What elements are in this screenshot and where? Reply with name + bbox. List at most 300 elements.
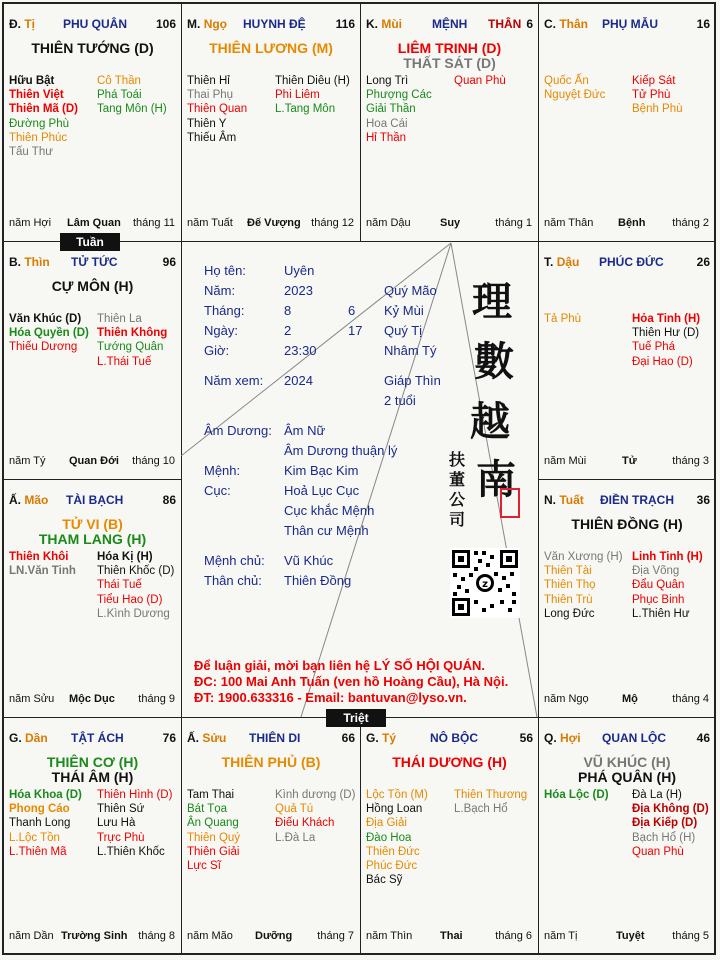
- minor-star: Thiên La: [97, 313, 142, 325]
- heavenly-stem: G.: [366, 731, 379, 745]
- lunar-month: tháng 10: [132, 455, 175, 467]
- palace-header: [544, 731, 710, 747]
- minor-star: Thiên Không: [97, 327, 168, 340]
- heavenly-stem: Ấ.: [187, 731, 199, 745]
- minor-stars-left: [544, 550, 623, 621]
- branch-label: [544, 731, 581, 745]
- lunar-month: tháng 7: [317, 930, 354, 942]
- main-star: THAM LANG (H): [38, 531, 147, 547]
- earthly-branch: Mão: [24, 493, 49, 507]
- life-stage: Trường Sinh: [61, 930, 128, 942]
- palace-footer: [366, 930, 532, 944]
- palace-name: MỆNH: [432, 17, 468, 31]
- palace-cell-mao[interactable]: [3, 479, 182, 718]
- cuc-value: Hoả Lục Cục: [284, 483, 360, 498]
- day-label: Ngày:: [204, 323, 238, 338]
- main-star: THÁI ÂM (H): [51, 769, 134, 785]
- major-period-age: 46: [696, 731, 710, 745]
- life-stage: Suy: [440, 217, 461, 229]
- life-stage: Mộ: [622, 693, 638, 705]
- minor-star: Hóa Kị (H): [97, 551, 153, 563]
- life-stage: Quan Đới: [69, 455, 119, 467]
- heavenly-stem: Q.: [544, 731, 557, 745]
- major-period-age: 66: [341, 731, 355, 745]
- name-label: Họ tên:: [204, 263, 246, 278]
- minor-star: L.Kình Dương: [97, 607, 170, 620]
- palace-name: ĐIỀN TRẠCH: [600, 493, 674, 507]
- palace-cell-suu[interactable]: [181, 717, 361, 955]
- minor-star: Long Trì: [366, 75, 409, 87]
- palace-footer: [9, 217, 175, 231]
- hour-value: 23:30: [284, 343, 317, 358]
- minor-star: Văn Xương (H): [544, 551, 623, 563]
- minor-stars-right: [97, 312, 167, 369]
- heavenly-stem: K.: [366, 17, 378, 31]
- lunar-month: tháng 5: [672, 930, 709, 942]
- lunar-month: tháng 11: [132, 217, 175, 229]
- palace-header: [9, 255, 176, 271]
- contact-line-1: Để luận giải, mời bạn liên hệ LÝ SỐ HỘI QUÁN.: [194, 658, 485, 673]
- palace-footer: [9, 693, 175, 707]
- minor-star: Địa Giải: [366, 817, 407, 830]
- minor-star: Thiên Sứ: [97, 803, 145, 816]
- than-chu-value: Thiên Đồng: [284, 573, 352, 588]
- minor-star: Thiếu Dương: [9, 341, 78, 354]
- palace-cell-tuat[interactable]: [538, 479, 716, 718]
- palace-header: [9, 493, 176, 509]
- palace-footer: [366, 217, 532, 231]
- palace-footer: [9, 455, 175, 469]
- minor-stars-left: [544, 788, 609, 802]
- small-period-year: năm Mão: [187, 930, 233, 942]
- small-period-year: năm Thìn: [366, 930, 413, 942]
- lunar-month: tháng 3: [672, 455, 709, 467]
- minor-stars-right: [97, 74, 167, 117]
- major-period-age: 86: [162, 493, 176, 507]
- palace-cell-ngo[interactable]: [181, 3, 361, 242]
- minor-star: Điếu Khách: [275, 817, 335, 830]
- lunar-month: tháng 1: [495, 217, 532, 229]
- branch-label: [366, 17, 402, 31]
- palace-cell-dau[interactable]: [538, 241, 716, 480]
- minor-star: Đường Phù: [9, 117, 69, 130]
- main-star: THIÊN ĐỒNG (H): [571, 516, 683, 532]
- minor-star: L.Thiên Mã: [9, 845, 67, 858]
- minor-star: Lộc Tồn (M): [366, 789, 428, 801]
- palace-header: [544, 17, 710, 33]
- small-period-year: năm Tý: [9, 455, 46, 467]
- minor-star: Thiên Mã (D): [9, 103, 78, 116]
- palace-header: [366, 731, 533, 747]
- branch-label: [544, 255, 579, 269]
- heavenly-stem: Đ.: [9, 17, 21, 31]
- palace-name: PHÚC ĐỨC: [599, 255, 664, 269]
- palace-footer: [187, 930, 354, 944]
- month-can: Kỷ Mùi: [384, 303, 424, 318]
- branch-label: [9, 731, 48, 745]
- minor-stars-right: [632, 550, 703, 621]
- minor-star: Thiên Hư (D): [632, 327, 700, 340]
- life-stage: Đế Vượng: [247, 217, 301, 229]
- amduong-label: Âm Dương:: [204, 423, 272, 438]
- palace-name: TẬT ÁCH: [71, 731, 124, 745]
- minor-star: Bạch Hổ (H): [632, 831, 696, 844]
- palace-footer: [544, 693, 709, 707]
- minor-star: Thiên Quan: [187, 103, 248, 116]
- month-lunar: 6: [348, 303, 356, 318]
- life-stage: Dưỡng: [255, 930, 293, 942]
- palace-name: TÀI BẠCH: [66, 493, 124, 507]
- minor-star: Hóa Lộc (D): [544, 789, 609, 801]
- minor-stars-left: [9, 550, 76, 578]
- minor-star: L.Lộc Tồn: [9, 831, 60, 844]
- minor-star: L.Thiên Khốc: [97, 845, 165, 858]
- palace-cell-ti[interactable]: [3, 3, 182, 242]
- main-star: VŨ KHÚC (H): [583, 754, 671, 770]
- palace-cell-ty[interactable]: [360, 717, 539, 955]
- minor-star: Đại Hao (D): [632, 355, 693, 368]
- minor-stars-right: [632, 788, 709, 859]
- minor-star: Tấu Thư: [9, 146, 53, 159]
- minor-star: Thiên Hỉ: [187, 75, 230, 87]
- qr-code-icon[interactable]: [450, 548, 520, 618]
- small-period-year: năm Mùi: [544, 455, 587, 467]
- view-year-value: 2024: [284, 373, 313, 388]
- minor-star: LN.Văn Tinh: [9, 565, 76, 578]
- minor-stars-left: [187, 788, 240, 873]
- earthly-branch: Sửu: [202, 731, 227, 745]
- palace-header: [366, 17, 533, 33]
- minor-star: Tam Thai: [187, 789, 235, 801]
- minor-star: Phục Binh: [632, 593, 685, 606]
- year-can: Quý Mão: [384, 283, 437, 298]
- branch-label: [9, 493, 48, 507]
- minor-stars-right: [454, 788, 527, 816]
- minor-star: Phá Toái: [97, 89, 142, 102]
- day-lunar: 17: [348, 323, 363, 338]
- minor-star: Tử Phù: [632, 89, 671, 102]
- minor-star: Thiên Việt: [9, 89, 64, 102]
- heavenly-stem: B.: [9, 255, 21, 269]
- palace-header: [544, 493, 710, 509]
- minor-star: Phượng Các: [366, 89, 432, 102]
- month-label: Tháng:: [204, 303, 245, 318]
- minor-star: Thiếu Âm: [187, 131, 237, 144]
- minor-star: Đào Hoa: [366, 831, 412, 844]
- cuc-relation: Cục khắc Mệnh: [284, 503, 375, 518]
- amduong-value: Âm Nữ: [284, 423, 326, 438]
- palace-header: [187, 731, 355, 747]
- main-star: THIÊN PHỦ (B): [221, 754, 321, 770]
- minor-star: Thiên Tài: [544, 565, 592, 578]
- minor-stars-right: [275, 74, 350, 117]
- heavenly-stem: N.: [544, 493, 556, 507]
- heavenly-stem: T.: [544, 255, 554, 269]
- small-period-year: năm Tuất: [187, 217, 233, 229]
- palace-name: THIÊN DI: [249, 731, 301, 745]
- cuc-label: Cục:: [204, 483, 231, 498]
- branch-label: [544, 17, 588, 31]
- calligraphy-char-1: 理: [472, 278, 512, 325]
- minor-star: Thiên Thọ: [544, 579, 596, 592]
- branch-label: [9, 17, 35, 31]
- minor-star: Thiên Phúc: [9, 131, 68, 144]
- heavenly-stem: C.: [544, 17, 556, 31]
- minor-star: Tướng Quân: [97, 341, 164, 354]
- small-period-year: năm Sửu: [9, 693, 55, 705]
- main-star: THIÊN LƯƠNG (M): [209, 40, 333, 56]
- minor-star: Lực Sĩ: [187, 860, 221, 873]
- contact-address: ĐC: 100 Mai Anh Tuấn (ven hồ Hoàng Cầu), Hà Nội.: [194, 674, 509, 689]
- minor-stars-right: [97, 550, 174, 621]
- minor-star: Đẩu Quân: [632, 579, 685, 592]
- heavenly-stem: M.: [187, 17, 201, 31]
- main-star: TỬ VI (B): [62, 516, 123, 532]
- minor-star: Linh Tinh (H): [632, 551, 703, 563]
- palace-cell-thin[interactable]: [3, 241, 182, 480]
- minor-star: L.Đà La: [275, 831, 316, 844]
- minor-star: Hỏa Tinh (H): [632, 313, 701, 325]
- main-star: THẤT SÁT (D): [403, 55, 496, 71]
- minor-star: Địa Không (D): [632, 803, 709, 816]
- major-period-age: 16: [696, 17, 710, 31]
- major-period-age: 76: [162, 731, 176, 745]
- major-period-age: 26: [696, 255, 710, 269]
- minor-star: Cô Thần: [97, 75, 141, 87]
- menh-chu-label: Mệnh chủ:: [204, 553, 265, 568]
- minor-stars-right: [632, 74, 683, 117]
- minor-star: Hỉ Thần: [366, 131, 407, 144]
- side-calligraphy-1: 扶: [449, 450, 466, 469]
- major-period-age: 6: [526, 17, 533, 31]
- view-year-can: Giáp Thìn: [384, 373, 441, 388]
- minor-star: Thiên Khốc (D): [97, 565, 175, 578]
- minor-star: Giải Thần: [366, 103, 416, 116]
- minor-star: L.Bạch Hổ: [454, 803, 508, 816]
- minor-stars-left: [544, 312, 581, 326]
- lunar-month: tháng 8: [138, 930, 175, 942]
- minor-star: Thiên Giải: [187, 845, 240, 858]
- palace-name: NÔ BỘC: [430, 731, 478, 745]
- earthly-branch: Thân: [559, 17, 589, 31]
- palace-cell-mui[interactable]: [360, 3, 539, 242]
- minor-star: Hóa Khoa (D): [9, 789, 82, 801]
- minor-star: Kiếp Sát: [632, 75, 676, 87]
- major-period-age: 36: [696, 493, 710, 507]
- calligraphy-char-4: 南: [476, 456, 516, 503]
- heavenly-stem: Ấ.: [9, 493, 21, 507]
- earthly-branch: Mùi: [381, 17, 403, 31]
- minor-star: L.Thái Tuế: [97, 355, 152, 368]
- minor-star: Đà La (H): [632, 789, 682, 801]
- view-year-label: Năm xem:: [204, 373, 264, 388]
- palace-name: PHU QUÂN: [63, 17, 128, 31]
- minor-star: Phi Liêm: [275, 89, 320, 102]
- palace-cell-dan[interactable]: [3, 717, 182, 955]
- minor-stars-right: [454, 74, 506, 88]
- branch-label: [544, 493, 584, 507]
- minor-star: Hoa Cái: [366, 117, 408, 130]
- minor-star: Quan Phù: [632, 845, 684, 858]
- minor-star: L.Thiên Hư: [632, 607, 690, 620]
- lunar-month: tháng 6: [495, 930, 532, 942]
- main-star: LIÊM TRINH (D): [397, 40, 502, 56]
- minor-stars-left: [366, 788, 428, 887]
- hour-can: Nhâm Tý: [384, 343, 437, 358]
- triet-marker: Triệt: [326, 709, 386, 727]
- age-value: 2 tuổi: [384, 393, 416, 408]
- minor-star: Quan Phù: [454, 75, 506, 87]
- calligraphy-char-3: 越: [470, 398, 510, 445]
- palace-name: HUYNH ĐỆ: [243, 17, 306, 31]
- menh-label: Mệnh:: [204, 463, 241, 478]
- minor-star: Phong Cáo: [9, 803, 70, 816]
- hour-label: Giờ:: [204, 343, 230, 358]
- main-star: CỰ MÔN (H): [51, 278, 134, 294]
- main-star: THÁI DƯƠNG (H): [392, 754, 507, 770]
- life-stage: Thai: [440, 930, 463, 942]
- calligraphy-char-2: 數: [474, 338, 514, 385]
- contact-phone-email: ĐT: 1900.633316 - Email: bantuvan@lyso.vn.: [194, 690, 467, 705]
- minor-star: Kình dương (D): [275, 789, 356, 801]
- small-period-year: năm Dậu: [366, 217, 411, 229]
- minor-star: Hồng Loan: [366, 803, 423, 816]
- minor-star: Quả Tú: [275, 803, 314, 816]
- minor-star: Quốc Ấn: [544, 75, 589, 87]
- minor-stars-right: [275, 788, 355, 845]
- minor-star: Tuế Phá: [632, 341, 676, 354]
- minor-stars-left: [187, 74, 247, 145]
- life-stage: Lâm Quan: [67, 217, 121, 229]
- side-calligraphy-2: 董: [449, 470, 466, 489]
- minor-star: Ân Quang: [187, 817, 239, 830]
- earthly-branch: Tý: [382, 731, 397, 745]
- side-calligraphy-4: 司: [449, 510, 466, 529]
- main-star: THIÊN TƯỚNG (D): [31, 40, 154, 56]
- tuan-marker: Tuần: [60, 233, 120, 251]
- minor-star: Thiên Hình (D): [97, 789, 173, 801]
- small-period-year: năm Dần: [9, 930, 54, 942]
- minor-stars-left: [9, 74, 78, 159]
- minor-star: Tiểu Hao (D): [97, 593, 163, 606]
- minor-star: Bác Sỹ: [366, 874, 403, 887]
- major-period-age: 96: [162, 255, 176, 269]
- heavenly-stem: G.: [9, 731, 22, 745]
- minor-star: Thiên Diêu (H): [275, 75, 350, 87]
- minor-star: Tang Môn (H): [97, 103, 167, 116]
- minor-stars-left: [544, 74, 605, 102]
- minor-star: Nguyệt Đức: [544, 89, 606, 102]
- minor-star: Hữu Bật: [9, 75, 55, 87]
- minor-star: Thiên Quý: [187, 831, 241, 844]
- minor-star: Thai Phụ: [187, 89, 234, 102]
- branch-label: [9, 255, 50, 269]
- palace-name: QUAN LỘC: [602, 731, 666, 745]
- lunar-month: tháng 4: [672, 693, 709, 705]
- earthly-branch: Ngọ: [203, 17, 228, 31]
- palace-cell-hoi[interactable]: [538, 717, 716, 955]
- minor-star: Phúc Đức: [366, 860, 418, 873]
- minor-star: Trực Phù: [97, 831, 145, 844]
- life-stage: Bệnh: [618, 217, 646, 229]
- earthly-branch: Hợi: [560, 731, 581, 745]
- minor-star: Hóa Quyền (D): [9, 327, 89, 340]
- palace-header: [9, 17, 176, 33]
- menh-chu-value: Vũ Khúc: [284, 553, 334, 568]
- life-stage: Tuyệt: [616, 930, 645, 942]
- than-position: Thân cư Mệnh: [284, 523, 369, 538]
- year-value: 2023: [284, 283, 313, 298]
- minor-star: Thiên Đức: [366, 845, 420, 858]
- menh-value: Kim Bạc Kim: [284, 463, 359, 478]
- minor-stars-right: [632, 312, 700, 369]
- minor-star: Văn Khúc (D): [9, 313, 82, 325]
- earthly-branch: Tuất: [559, 493, 584, 507]
- small-period-year: năm Tị: [544, 930, 578, 942]
- side-calligraphy-3: 公: [449, 490, 466, 509]
- branch-label: [187, 17, 227, 31]
- branch-label: [187, 731, 226, 745]
- minor-star: Bệnh Phù: [632, 103, 683, 116]
- palace-header: [187, 17, 355, 33]
- minor-star: Tả Phù: [544, 313, 582, 325]
- than-chu-label: Thân chủ:: [204, 573, 262, 588]
- svg-text:z: z: [482, 579, 488, 590]
- palace-name: TỬ TỨC: [71, 255, 118, 269]
- palace-cell-than[interactable]: [538, 3, 716, 242]
- minor-star: Thiên Trù: [544, 593, 593, 606]
- red-seal-icon: [500, 488, 520, 518]
- small-period-year: năm Hợi: [9, 217, 52, 229]
- earthly-branch: Dần: [25, 731, 48, 745]
- minor-star: Địa Kiếp (D): [632, 817, 698, 830]
- earthly-branch: Dậu: [556, 255, 580, 269]
- major-period-age: 116: [335, 17, 355, 31]
- palace-header: [544, 255, 710, 271]
- day-can: Quý Tị: [384, 323, 423, 338]
- main-star: THIÊN CƠ (H): [46, 754, 139, 770]
- palace-header: [9, 731, 176, 747]
- minor-star: Bát Tọa: [187, 803, 228, 816]
- lunar-month: tháng 2: [672, 217, 709, 229]
- name-value: Uyên: [284, 263, 315, 278]
- than-marker: THÂN: [488, 17, 522, 31]
- day-value: 2: [284, 323, 292, 338]
- earthly-branch: Tị: [24, 17, 36, 31]
- palace-footer: [9, 930, 175, 944]
- minor-star: Long Đức: [544, 607, 595, 620]
- minor-stars-left: [9, 788, 82, 859]
- year-label: Năm:: [204, 283, 236, 298]
- palace-footer: [544, 930, 709, 944]
- branch-label: [366, 731, 396, 745]
- minor-stars-right: [97, 788, 172, 859]
- life-stage: Tử: [622, 455, 637, 467]
- amduong-relation: Âm Dương thuận lý: [284, 443, 398, 458]
- small-period-year: năm Ngọ: [544, 693, 589, 705]
- minor-star: L.Tang Môn: [275, 103, 336, 116]
- major-period-age: 56: [519, 731, 533, 745]
- minor-stars-left: [366, 74, 432, 145]
- life-stage: Mộc Dục: [69, 693, 115, 705]
- major-period-age: 106: [155, 17, 176, 31]
- minor-star: Thiên Y: [187, 117, 227, 130]
- lunar-month: tháng 9: [138, 693, 175, 705]
- minor-star: Địa Võng: [632, 565, 680, 578]
- earthly-branch: Thìn: [24, 255, 50, 269]
- minor-star: Thiên Thương: [454, 789, 528, 801]
- palace-footer: [544, 455, 709, 469]
